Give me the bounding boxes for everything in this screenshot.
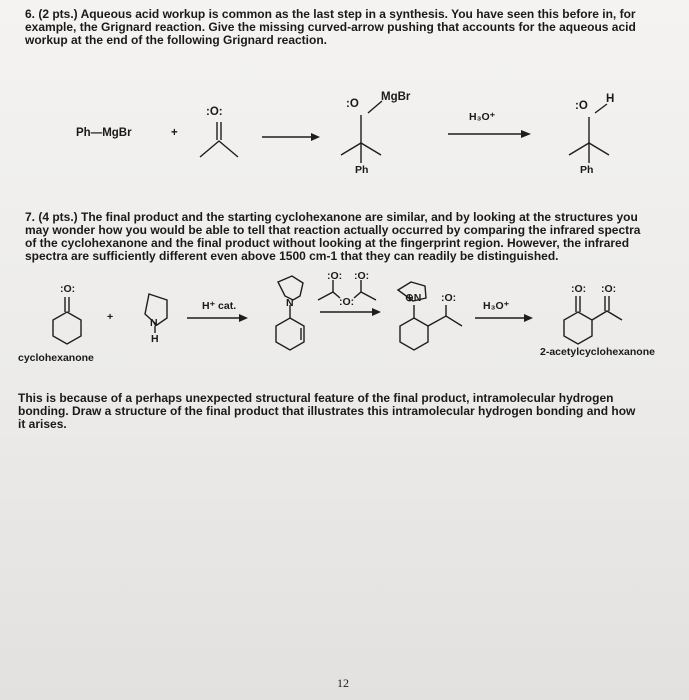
phenyl-label-alkoxide: Ph — [355, 164, 369, 176]
iminium-pyrrolidine-ring — [398, 282, 426, 301]
followup-line-3: it arises. — [18, 417, 67, 431]
grignard-reagent: Ph—MgBr — [76, 127, 132, 139]
carbonyl-oxygen: :O: — [206, 106, 223, 118]
q6-line-2: example, the Grignard reaction. Give the missing curved-arrow pushing that accounts for the aqueous acid — [25, 20, 636, 34]
iminium-acyl-oxygen: :O: — [441, 292, 457, 304]
enamine-nitrogen: N — [286, 297, 294, 309]
enamine-cyclohexene-ring — [276, 318, 304, 350]
q6-line-3: workup at the end of the following Grignard reaction. — [25, 33, 328, 47]
page-number: 12 — [337, 676, 349, 690]
q7-plus-sign: + — [107, 311, 114, 323]
mgbr-label: MgBr — [381, 91, 411, 103]
hydronium-label-q6: H₃O⁺ — [469, 111, 496, 123]
q7-arrow-3-head — [524, 314, 533, 322]
anhydride-left-acyl — [318, 292, 340, 300]
ketone-oxygen: :O: — [60, 283, 76, 295]
product-oxygen-1: :O: — [571, 283, 587, 295]
product-oxygen-2: :O: — [601, 283, 617, 295]
pyrrolidine-ring — [145, 294, 167, 325]
hydronium-label-q7: H₃O⁺ — [483, 300, 510, 312]
q7-line-1: 7. (4 pts.) The final product and the starting cyclohexanone are similar, and by looking at the structures you — [25, 210, 638, 224]
followup-text — [18, 392, 635, 431]
anhydride-right-acyl — [354, 292, 376, 300]
anhydride-bridge-oxygen: :O: — [339, 296, 355, 308]
alcohol-hydrogen: H — [606, 93, 615, 105]
product-ring — [564, 312, 592, 344]
acyl-oxygen-1: :O: — [327, 270, 343, 282]
iminium-nitrogen: ⊕N — [405, 292, 422, 304]
product-acetyl-chain — [592, 311, 622, 320]
q7-line-2: may wonder how you would be able to tell that reaction actually occurred by comparing the infrared spectra — [25, 223, 641, 237]
followup-line-2: bonding. Draw a structure of the final product that illustrates this intramolecular hydrogen bonding and how — [18, 404, 636, 418]
alcohol-oxygen: :O — [575, 100, 588, 112]
q7-line-4: spectra are sufficiently different even above 1500 cm-1 that they can readily be distinguished. — [25, 249, 559, 263]
followup-line-1: This is because of a perhaps unexpected structural feature of the final product, intramolecular hydrogen — [18, 391, 614, 405]
q7-line-3: of the cyclohexanone and the final product without looking at the fingerprint region. However, the infrared — [25, 236, 630, 250]
pyrrolidine-hydrogen: H — [151, 333, 159, 345]
product-label: 2-acetylcyclohexanone — [540, 346, 655, 358]
q7-arrow-2-head — [372, 308, 381, 316]
q6-plus-sign: + — [171, 127, 178, 139]
acyl-oxygen-2: :O: — [354, 270, 370, 282]
enamine-pyrrolidine-ring — [278, 276, 303, 300]
iminium-cyclohexane-ring — [400, 318, 428, 350]
q6-line-1: 6. (2 pts.) Aqueous acid workup is common as the last step in a synthesis. You have seen this before in, for — [25, 7, 636, 21]
alkoxide-oxygen: :O — [346, 98, 359, 110]
q7-arrow-1-head — [239, 314, 248, 322]
iminium-acyl-chain — [428, 316, 462, 326]
cyclohexanone-label: cyclohexanone — [18, 352, 94, 364]
phenyl-label-alcohol: Ph — [580, 164, 594, 176]
pyrrolidine-nitrogen: N — [150, 317, 158, 329]
acid-catalyst-label: H⁺ cat. — [202, 300, 237, 312]
cyclohexanone-ring — [53, 312, 81, 344]
